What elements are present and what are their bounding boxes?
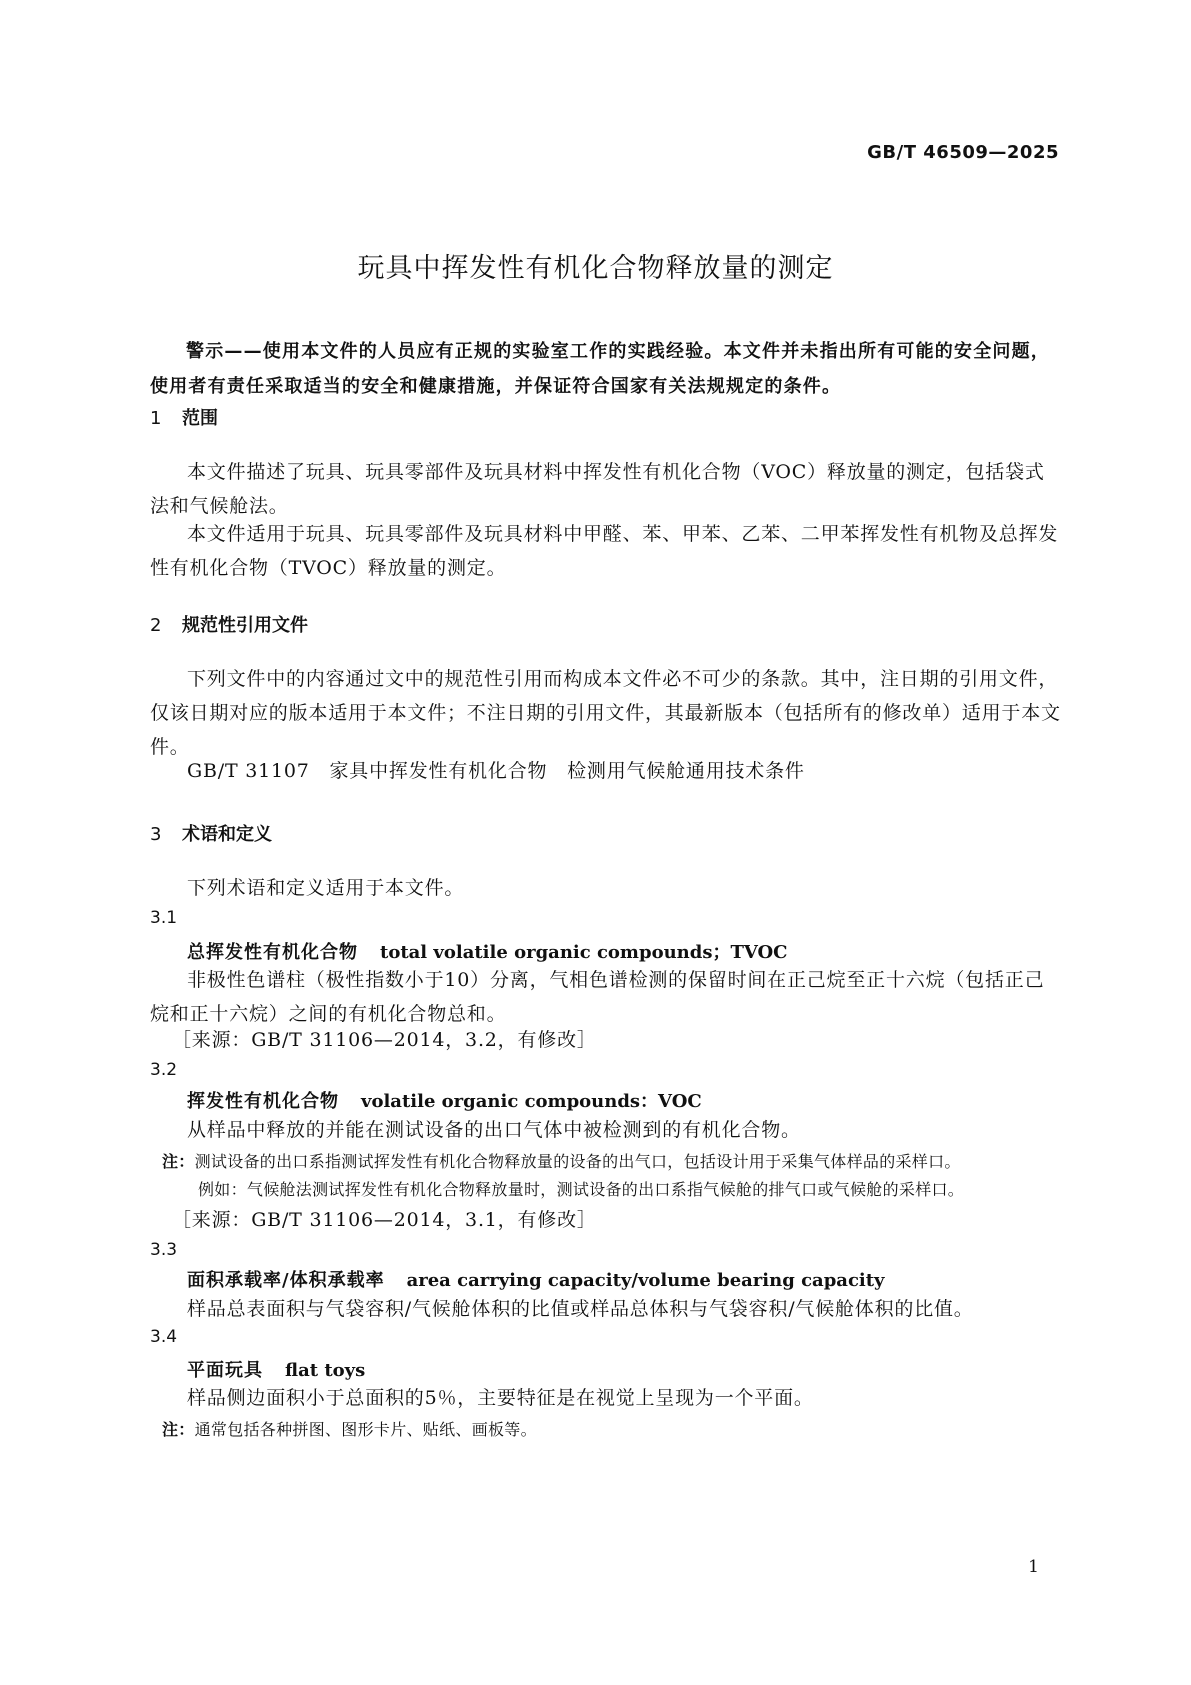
term-source: ［来源：GB/T 31106—2014，3.2，有修改］	[172, 1029, 597, 1051]
note-line	[162, 1149, 961, 1172]
term-english: area carrying capacity/volume bearing capacity	[406, 1270, 885, 1291]
note-label: 注：	[162, 1152, 195, 1171]
term-heading	[187, 938, 788, 964]
document-title: 玩具中挥发性有机化合物释放量的测定	[357, 253, 834, 284]
scope-paragraph-2: 本文件适用于玩具、玩具零部件及玩具材料中甲醛、苯、甲苯、乙苯、二甲苯挥发性有机物及总挥发性有机化合物（TVOC）释放量的测定。	[150, 523, 1059, 579]
clause-number: 3.1	[150, 908, 178, 928]
term-chinese: 挥发性有机化合物	[187, 1091, 339, 1112]
clause-number: 3.4	[150, 1327, 178, 1347]
term-chinese: 面积承载率/体积承载率	[187, 1270, 385, 1291]
clause-number: 3.3	[150, 1240, 178, 1260]
note-continuation: 例如：气候舱法测试挥发性有机化合物释放量时，测试设备的出口系指气候舱的排气口或气候舱的采样口。	[198, 1180, 965, 1199]
term-chinese: 总挥发性有机化合物	[187, 942, 358, 963]
section-number: 3	[150, 824, 162, 845]
term-heading	[187, 1356, 365, 1382]
clause-number: 3.2	[150, 1060, 178, 1080]
term-heading	[187, 1266, 885, 1292]
term-heading	[187, 1087, 702, 1113]
section-title: 范围	[182, 408, 218, 429]
note-text: 测试设备的出口系指测试挥发性有机化合物释放量的设备的出气口，包括设计用于采集气体样品的采样口。	[194, 1152, 961, 1171]
section-1-heading	[150, 404, 218, 430]
section-number: 2	[150, 615, 162, 636]
page-number: 1	[1028, 1557, 1039, 1577]
terms-intro: 下列术语和定义适用于本文件。	[187, 877, 465, 899]
section-3-heading	[150, 820, 272, 846]
term-definition: 从样品中释放的并能在测试设备的出口气体中被检测到的有机化合物。	[187, 1119, 801, 1141]
normative-references-paragraph: 下列文件中的内容通过文中的规范性引用而构成本文件必不可少的条款。其中，注日期的引用文件，仅该日期对应的版本适用于本文件；不注日期的引用文件，其最新版本（包括所有的修改单）适用于本文件。	[150, 668, 1061, 758]
term-english: volatile organic compounds：VOC	[361, 1091, 702, 1112]
scope-paragraph-1: 本文件描述了玩具、玩具零部件及玩具材料中挥发性有机化合物（VOC）释放量的测定，包括袋式法和气候舱法。	[150, 461, 1045, 517]
term-definition: 样品侧边面积小于总面积的5％，主要特征是在视觉上呈现为一个平面。	[187, 1387, 814, 1409]
section-2-heading	[150, 611, 308, 637]
note-text: 通常包括各种拼图、图形卡片、贴纸、画板等。	[194, 1420, 537, 1439]
term-definition: 样品总表面积与气袋容积/气候舱体积的比值或样品总体积与气袋容积/气候舱体积的比值。	[187, 1298, 974, 1320]
term-chinese: 平面玩具	[187, 1360, 263, 1381]
note-line	[162, 1417, 537, 1440]
warning-paragraph: 警示——使用本文件的人员应有正规的实验室工作的实践经验。本文件并未指出所有可能的安全问题，使用者有责任采取适当的安全和健康措施，并保证符合国家有关法规规定的条件。	[150, 341, 1050, 397]
term-source: ［来源：GB/T 31106—2014，3.1，有修改］	[172, 1209, 597, 1231]
section-title: 术语和定义	[182, 824, 272, 845]
term-english: total volatile organic compounds；TVOC	[380, 942, 788, 963]
normative-reference-item: GB/T 31107 家具中挥发性有机化合物 检测用气候舱通用技术条件	[187, 760, 805, 782]
term-definition: 非极性色谱柱（极性指数小于10）分离，气相色谱检测的保留时间在正己烷至正十六烷（包括正己烷和正十六烷）之间的有机化合物总和。	[150, 969, 1045, 1025]
standard-number: GB/T 46509—2025	[867, 142, 1059, 163]
section-number: 1	[150, 408, 162, 429]
section-title: 规范性引用文件	[182, 615, 308, 636]
term-english: flat toys	[285, 1360, 366, 1381]
note-label: 注：	[162, 1420, 195, 1439]
